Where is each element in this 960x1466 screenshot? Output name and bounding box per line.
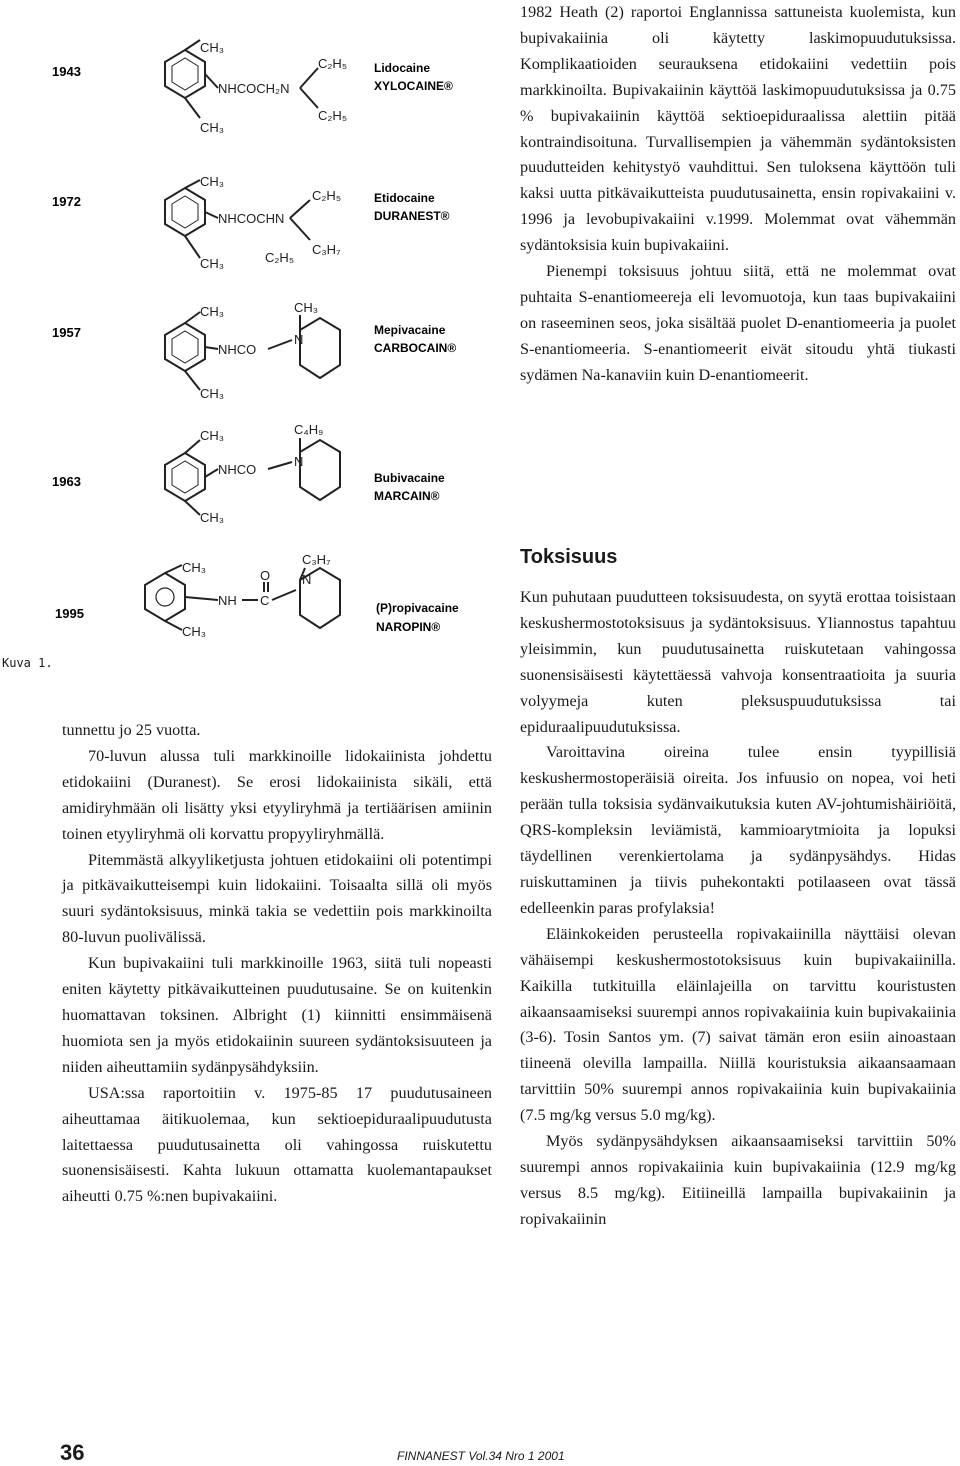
right-column-top	[520, 0, 956, 389]
paragraph: USA:ssa raportoitiin v. 1975-85 17 puudutusaineen aiheuttamaa äitikuolemaa, kun sektioepiduraalipuudutusta laitettaessa puudutusainetta oli vahingossa ruiskutettu suonensisäisesti. Kahta lukuun ottamatta kuolemantapaukset aiheutti 0.75 %:nen bupivakaiini.	[62, 1083, 492, 1206]
label-nhco: NHCO	[218, 342, 257, 357]
paragraph: 1982 Heath (2) raportoi Englannissa sattuneista kuolemista, kun bupivakaiinia oli käytetty laskimopuudutuksissa. Komplikaatioiden seurauksena etidokaiini vedettiin pois markkinoilta. Bupivakaiinin käyttöä laskimopuudutuksissa ja 0.75 % bupivakaiinin käyttöä sektioepiduraalissa alettiin pitää kontraindisoituna. Turvallisempien ja vähemmän sydäntoksisten puudutteiden kehitystyö vauhdittui. Sen tuloksena käyttöön tuli kaksi uutta pitkävaikutteista puudutusainetta, ensin ropivakaiini v. 1996 ja levobupivakaiini v.1999. Molemmat ovat vähemmän sydäntoksisia kuin bupivakaiini.	[520, 3, 956, 255]
label-ch3: CH₃	[200, 386, 225, 401]
label-ch3: CH₃	[200, 120, 225, 135]
year-label: 1957	[52, 325, 81, 340]
label-ch3: CH₃	[182, 560, 207, 575]
drug-name: Etidocaine	[374, 191, 435, 205]
paragraph: Eläinkokeiden perusteella ropivakaiinilla näyttäisi olevan vähäisempi keskushermostotoksisuus kuin bupivakaiinilla. Kaikilla tutkituilla eläinlajeilla on tarvittu kouristusten aikaansaamiseksi suurempi annos ropivakaiinia kuin bupivakaiinia (3-6). Tosin Santos ym. (7) saivat tämän eron esiin ainoastaan tiineenä olevilla lampailla. Niillä kouristuksia aikaansaamaan tarvittiin 50% suurempi annos ropivakaiinia kuin bupivakaiinia (7.5 mg/kg versus 5.0 mg/kg).	[520, 924, 956, 1125]
left-column	[62, 718, 492, 1210]
year-label: 1995	[55, 606, 84, 621]
label-ch3: CH₃	[200, 428, 225, 443]
label-c2h5: C₂H₅	[312, 188, 342, 203]
journal-footer: FINNANEST Vol.34 Nro 1 2001	[397, 1449, 565, 1463]
label-o: O	[260, 568, 271, 583]
year-label: 1943	[52, 64, 81, 79]
paragraph: Kun bupivakaiini tuli markkinoille 1963, siitä tuli nopeasti eniten käytetty pitkävaikutteinen puudutusaine. Se on kuitenkin huomattavan toksinen. Albright (1) kiinnitti ensimmäisenä huomiota sen ja myös etidokaiinin suureen sydäntoksisuuteen ja niiden aiheuttamiin sydänpysähdyksiin.	[62, 954, 492, 1076]
label-ch3: CH₃	[200, 40, 225, 55]
right-column-bottom	[520, 585, 956, 1233]
drug-name: (P)ropivacaine	[376, 601, 459, 615]
brand-name: MARCAIN®	[374, 489, 440, 503]
brand-name: NAROPIN®	[376, 620, 441, 634]
label-ch3: CH₃	[294, 300, 319, 315]
year-label: 1963	[52, 474, 81, 489]
paragraph: Myös sydänpysähdyksen aikaansaamiseksi tarvittiin 50% suurempi annos ropivakaiinia kuin bupivakaiinia (12.9 mg/kg versus 8.5 mg/kg). Eitiineillä lampailla bupivakaiinin ja ropivakaiinin	[520, 1132, 956, 1228]
year-label: 1972	[52, 194, 81, 209]
label-c2h5: C₂H₅	[265, 250, 295, 265]
label-c2h5: C₂H₅	[318, 56, 348, 71]
paragraph: Varoittavina oireina tulee ensin tyypillisiä keskushermostoperäisiä oireita. Jos infuusio on nopea, voi heti perään tulla toksisia sydänvaikutuksia kuten AV-johtumishäiriöitä, QRS-kompleksin leviämistä, kammioarytmioita ja lopuksi täydellinen verenkiertolama ja sydänpysähdys. Hidas ruiskuttaminen ja tiivis puhekontakti potilaaseen ovat tässä edelleenkin paras profylaksia!	[520, 743, 956, 917]
chemical-structures-figure	[0, 0, 510, 655]
label-ch3: CH₃	[200, 304, 225, 319]
label-nhco: NHCO	[218, 462, 257, 477]
page-number: 36	[60, 1440, 85, 1465]
paragraph: tunnettu jo 25 vuotta.	[62, 721, 201, 739]
label-c2h5: C₂H₅	[318, 108, 348, 123]
label-ch3: CH₃	[182, 624, 207, 639]
label-ch3: CH₃	[200, 510, 225, 525]
label-nhcoch2n: NHCOCH₂N	[218, 81, 290, 96]
drug-name: Lidocaine	[374, 61, 431, 75]
label-n: N	[294, 332, 304, 347]
paragraph: Pitemmästä alkyyliketjusta johtuen etidokaiini oli potentimpi ja pitkävaikutteisempi kuin lidokaiini. Toisaalta sillä oli myös suuri sydäntoksisuus, minkä takia se vedettiin pois markkinoilta 80-luvun puolivälissä.	[62, 850, 492, 947]
brand-name: CARBOCAIN®	[374, 341, 457, 355]
label-c3h7: C₃H₇	[312, 242, 341, 257]
paragraph: Kun puhutaan puudutteen toksisuudesta, on syytä erottaa toisistaan keskushermostotoksisuus ja sydäntoksisuus. Yliannostus tapahtuu yleisimmin, kun puudutusainetta ruiskutetaan vahingossa suonensisäisesti käytettäessä vahvoja konsentraatioita ja suuria volyymeja kuten pleksuspuudutuksissa tai epiduraalipuudutuksissa.	[520, 588, 956, 736]
label-c3h7: C₃H₇	[302, 552, 331, 567]
label-nhcochn: NHCOCHN	[218, 211, 285, 226]
label-nh: NH	[218, 593, 237, 608]
label-n: N	[302, 572, 312, 587]
label-c4h9: C₄H₉	[294, 422, 324, 437]
label-ch3: CH₃	[200, 256, 225, 271]
label-ch3: CH₃	[200, 174, 225, 189]
figure-caption: Kuva 1.	[2, 656, 53, 670]
structures-svg	[0, 0, 510, 655]
brand-name: DURANEST®	[374, 209, 450, 223]
paragraph: 70-luvun alussa tuli markkinoille lidokaiinista johdettu etidokaiini (Duranest). Se erosi lidokaiinista sikäli, että amidiryhmään oli lisätty yksi etyyliryhmä ja tertiäärisen amiinin toinen etyyliryhmä oli korvattu propyyliryhmällä.	[62, 746, 492, 843]
label-n: N	[294, 454, 304, 469]
section-heading: Toksisuus	[520, 546, 618, 568]
brand-name: XYLOCAINE®	[374, 79, 453, 93]
label-c: C	[260, 593, 270, 608]
drug-name: Mepivacaine	[374, 323, 446, 337]
paragraph: Pienempi toksisuus johtuu siitä, että ne molemmat ovat puhtaita S-enantiomeereja eli levomuotoja, kun taas bupivakaiini on raseeminen seos, joka sisältää puolet D-enantiomeeria ja puolet S-enantiomeeria. S-enantiomeerit eivät sitoudu yhtä tiukasti sydämen Na-kanaviin kuin D-enantiomeerit.	[520, 262, 956, 384]
drug-name: Bubivacaine	[374, 471, 445, 485]
